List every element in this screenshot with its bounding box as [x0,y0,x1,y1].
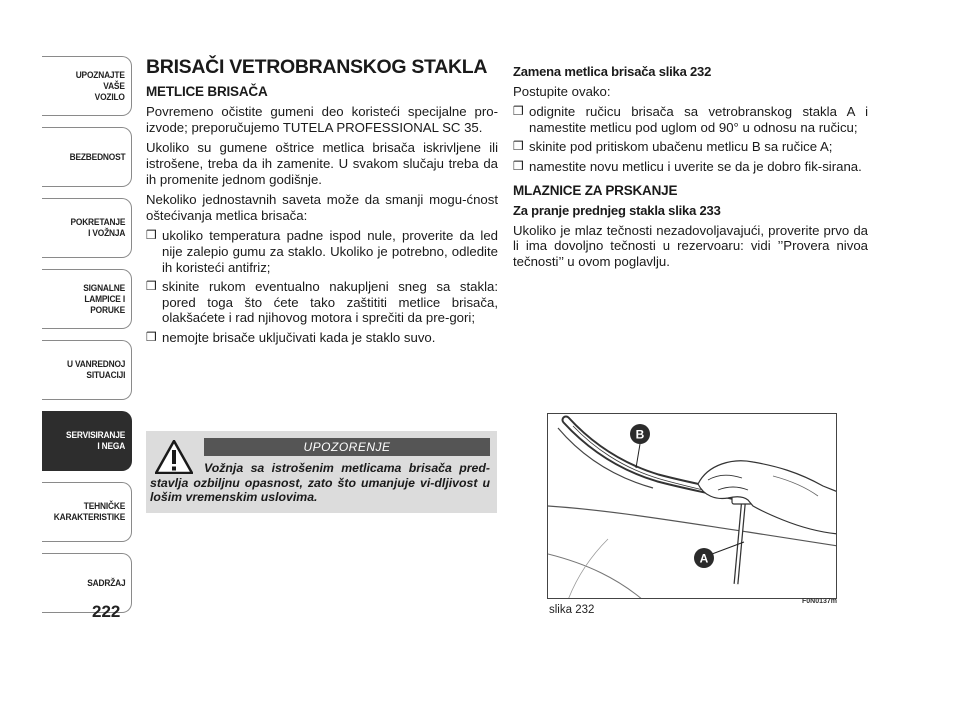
list-item: ❒ skinite rukom eventualno nakupljeni sneg sa stakla: pored toga što ćete tako zaštititi metlice brisača, olakšaćete i rad njihovog motora i sprečiti da pre-gori; [146,279,498,326]
list-item: ❒ namestite novu metlicu i uverite se da je dobro fik-sirana. [513,158,862,174]
tab-bezbednost[interactable] [42,127,132,187]
figure-code: F0N0137m [802,598,838,605]
tab-vanredna[interactable] [42,340,132,400]
paragraph: Ukoliko je mlaz tečnosti nezadovoljavajući, proverite prvo da li ima dovoljno tečnosti u rezervoaru: vidi ’’Provera nivoa tečnosti’’ u ovom poglavlju. [513,222,868,269]
page-number: 222 [92,602,121,621]
tab-label: SIGNALNE LAMPICE I PORUKE [83,282,125,316]
wiper-drawing [548,414,837,599]
label-a: A [699,551,709,566]
tab-signalne[interactable] [42,269,132,329]
list-item: ❒ nemojte brisače uključivati kada je staklo suvo. [146,329,436,345]
right-column [513,64,868,275]
subsection-heading: Za pranje prednjeg stakla slika 233 [513,203,721,219]
tab-upoznajte[interactable] [42,56,132,116]
steps-list [513,104,868,174]
list-item: ❒ ukoliko temperatura padne ispod nule, proverite da led nije zalepio gumu za staklo. Ukoliko je potrebno, odledite ih koristeći antifriz; [146,228,498,275]
tips-list [146,228,498,345]
tab-label: SADRŽAJ [86,577,125,589]
tab-label: SERVISIRANJE I NEGA [65,430,125,452]
checkbox-bullet-icon: ❒ [513,158,524,173]
figure-caption: slika 232 [549,604,595,616]
checkbox-bullet-icon: ❒ [513,104,524,119]
checkbox-bullet-icon: ❒ [146,279,157,294]
tab-pokretanje[interactable] [42,198,132,258]
label-b: B [635,427,645,442]
checkbox-bullet-icon: ❒ [513,139,524,154]
tab-tehnicke[interactable] [42,482,132,542]
checkbox-bullet-icon: ❒ [146,228,157,243]
figure-wiper-illustration [547,413,837,599]
paragraph: Povremeno očistite gumeni deo koristeći specijalne pro-izvode; preporučujemo TUTELA PROFESSIONAL SC 35. [146,104,498,135]
warning-text: Vožnja sa istrošenim metlicama brisača pred-stavlja ozbiljnu opasnost, zato što umanjuje vi-dljivost u lošim vremenskim uslovima. [150,461,490,504]
left-column [146,56,498,351]
tab-servisiranje[interactable] [42,411,132,471]
list-item: ❒ skinite pod pritiskom ubačenu metlicu B sa ručice A; [513,139,833,155]
checkbox-bullet-icon: ❒ [146,329,157,344]
warning-title: UPOZORENJE [204,438,490,456]
paragraph: Postupite ovako: [513,83,611,99]
section-heading: Zamena metlica brisača slika 232 [513,64,712,79]
warning-box [146,431,497,513]
section-heading: MLAZNICE ZA PRSKANJE [513,182,678,198]
paragraph: Nekoliko jednostavnih saveta može da smanji mogu-ćnost oštećivanja metlica brisača: [146,192,498,223]
section-heading: METLICE BRISAČA [146,83,268,99]
tab-label: POKRETANJE I VOŽNJA [70,217,125,239]
tab-label: UPOZNAJTE VAŠE VOZILO [75,69,125,103]
list-item: ❒ odignite ručicu brisača sa vetrobranskog stakla A i namestite metlicu pod uglom od 90° u odnosu na ručicu; [513,104,868,135]
page-title: BRISAČI VETROBRANSKOG STAKLA [146,56,488,78]
tab-label: TEHNIČKE KARAKTERISTIKE [53,501,125,523]
tab-label: U VANREDNOJ SITUACIJI [66,359,125,381]
tab-label: BEZBEDNOST [69,151,125,163]
paragraph: Ukoliko su gumene oštrice metlica brisača iskrivljene ili istrošene, treba da ih zamenite. U svakom slučaju treba da ih promenite jednom godišnje. [146,140,498,187]
